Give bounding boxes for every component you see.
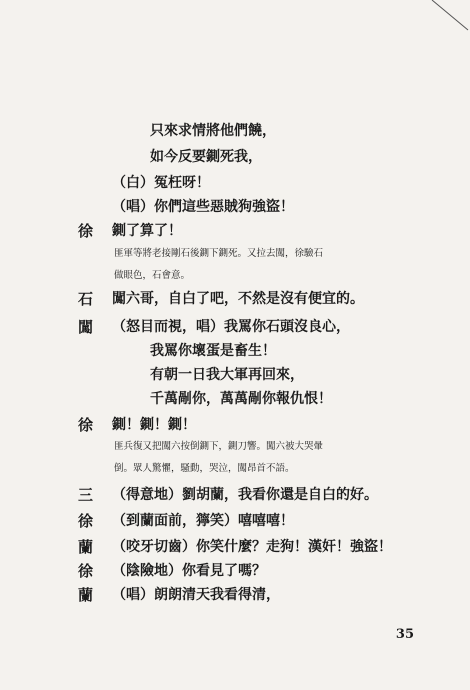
speaker-label: 闖 (78, 318, 94, 336)
dialogue-line: （怒目而視，唱）我罵你石頭沒良心， (112, 319, 350, 335)
speaker-label: 徐 (78, 512, 94, 530)
page-corner-mark (430, 0, 470, 40)
speaker-label: 蘭 (78, 586, 94, 604)
dialogue-line: （到蘭面前，獰笑）嘻嘻嘻！ (112, 513, 294, 529)
lyric-line: 我罵你壞蛋是畜生！ (150, 343, 276, 359)
lyric-line: 有朝一日我大軍再回來， (150, 367, 304, 383)
speaker-label: 蘭 (78, 538, 94, 556)
lyric-line: 只來求情將他們饒， (150, 123, 276, 139)
speaker-label: 徐 (78, 222, 94, 240)
page-number: 35 (395, 627, 414, 642)
speaker-label: 三 (78, 486, 94, 504)
dialogue-line: （咬牙切齒）你笑什麼？走狗！漢奸！強盜！ (112, 539, 392, 555)
speaker-label: 徐 (78, 416, 94, 434)
dialogue-line: （唱）朗朗清天我看得清， (112, 587, 280, 603)
dialogue-line: 鍘了算了！ (112, 223, 182, 239)
lyric-line: 千萬剮你，萬萬剮你報仇恨！ (150, 391, 332, 407)
stage-direction: 倒。眾人驚懼，騷動，哭泣，闖昂首不語。 (114, 463, 295, 474)
spoken-line: （白）冤枉呀！ (112, 175, 210, 191)
speaker-label: 石 (78, 290, 94, 308)
stage-direction: 匪軍等將老接剛石後鍘下鍘死。又拉去闖，徐驗石 (114, 248, 324, 259)
dialogue-line: 闖六哥，自白了吧，不然是沒有便宜的。 (112, 291, 364, 307)
lyric-line: 如今反要鍘死我， (150, 149, 262, 165)
dialogue-line: 鍘！鍘！鍘！ (112, 417, 196, 433)
lyric-line: （唱）你們這些惡賊狗強盜！ (112, 199, 294, 215)
speaker-label: 徐 (78, 562, 94, 580)
dialogue-line: （陰險地）你看見了嗎？ (112, 563, 266, 579)
stage-direction: 匪兵復又把闖六按倒鍘下，鍘刀響。闖六被大哭暈 (114, 441, 324, 452)
stage-direction: 做眼色，石會意。 (114, 270, 191, 281)
dialogue-line: （得意地）劉胡蘭，我看你還是自白的好。 (112, 487, 378, 503)
